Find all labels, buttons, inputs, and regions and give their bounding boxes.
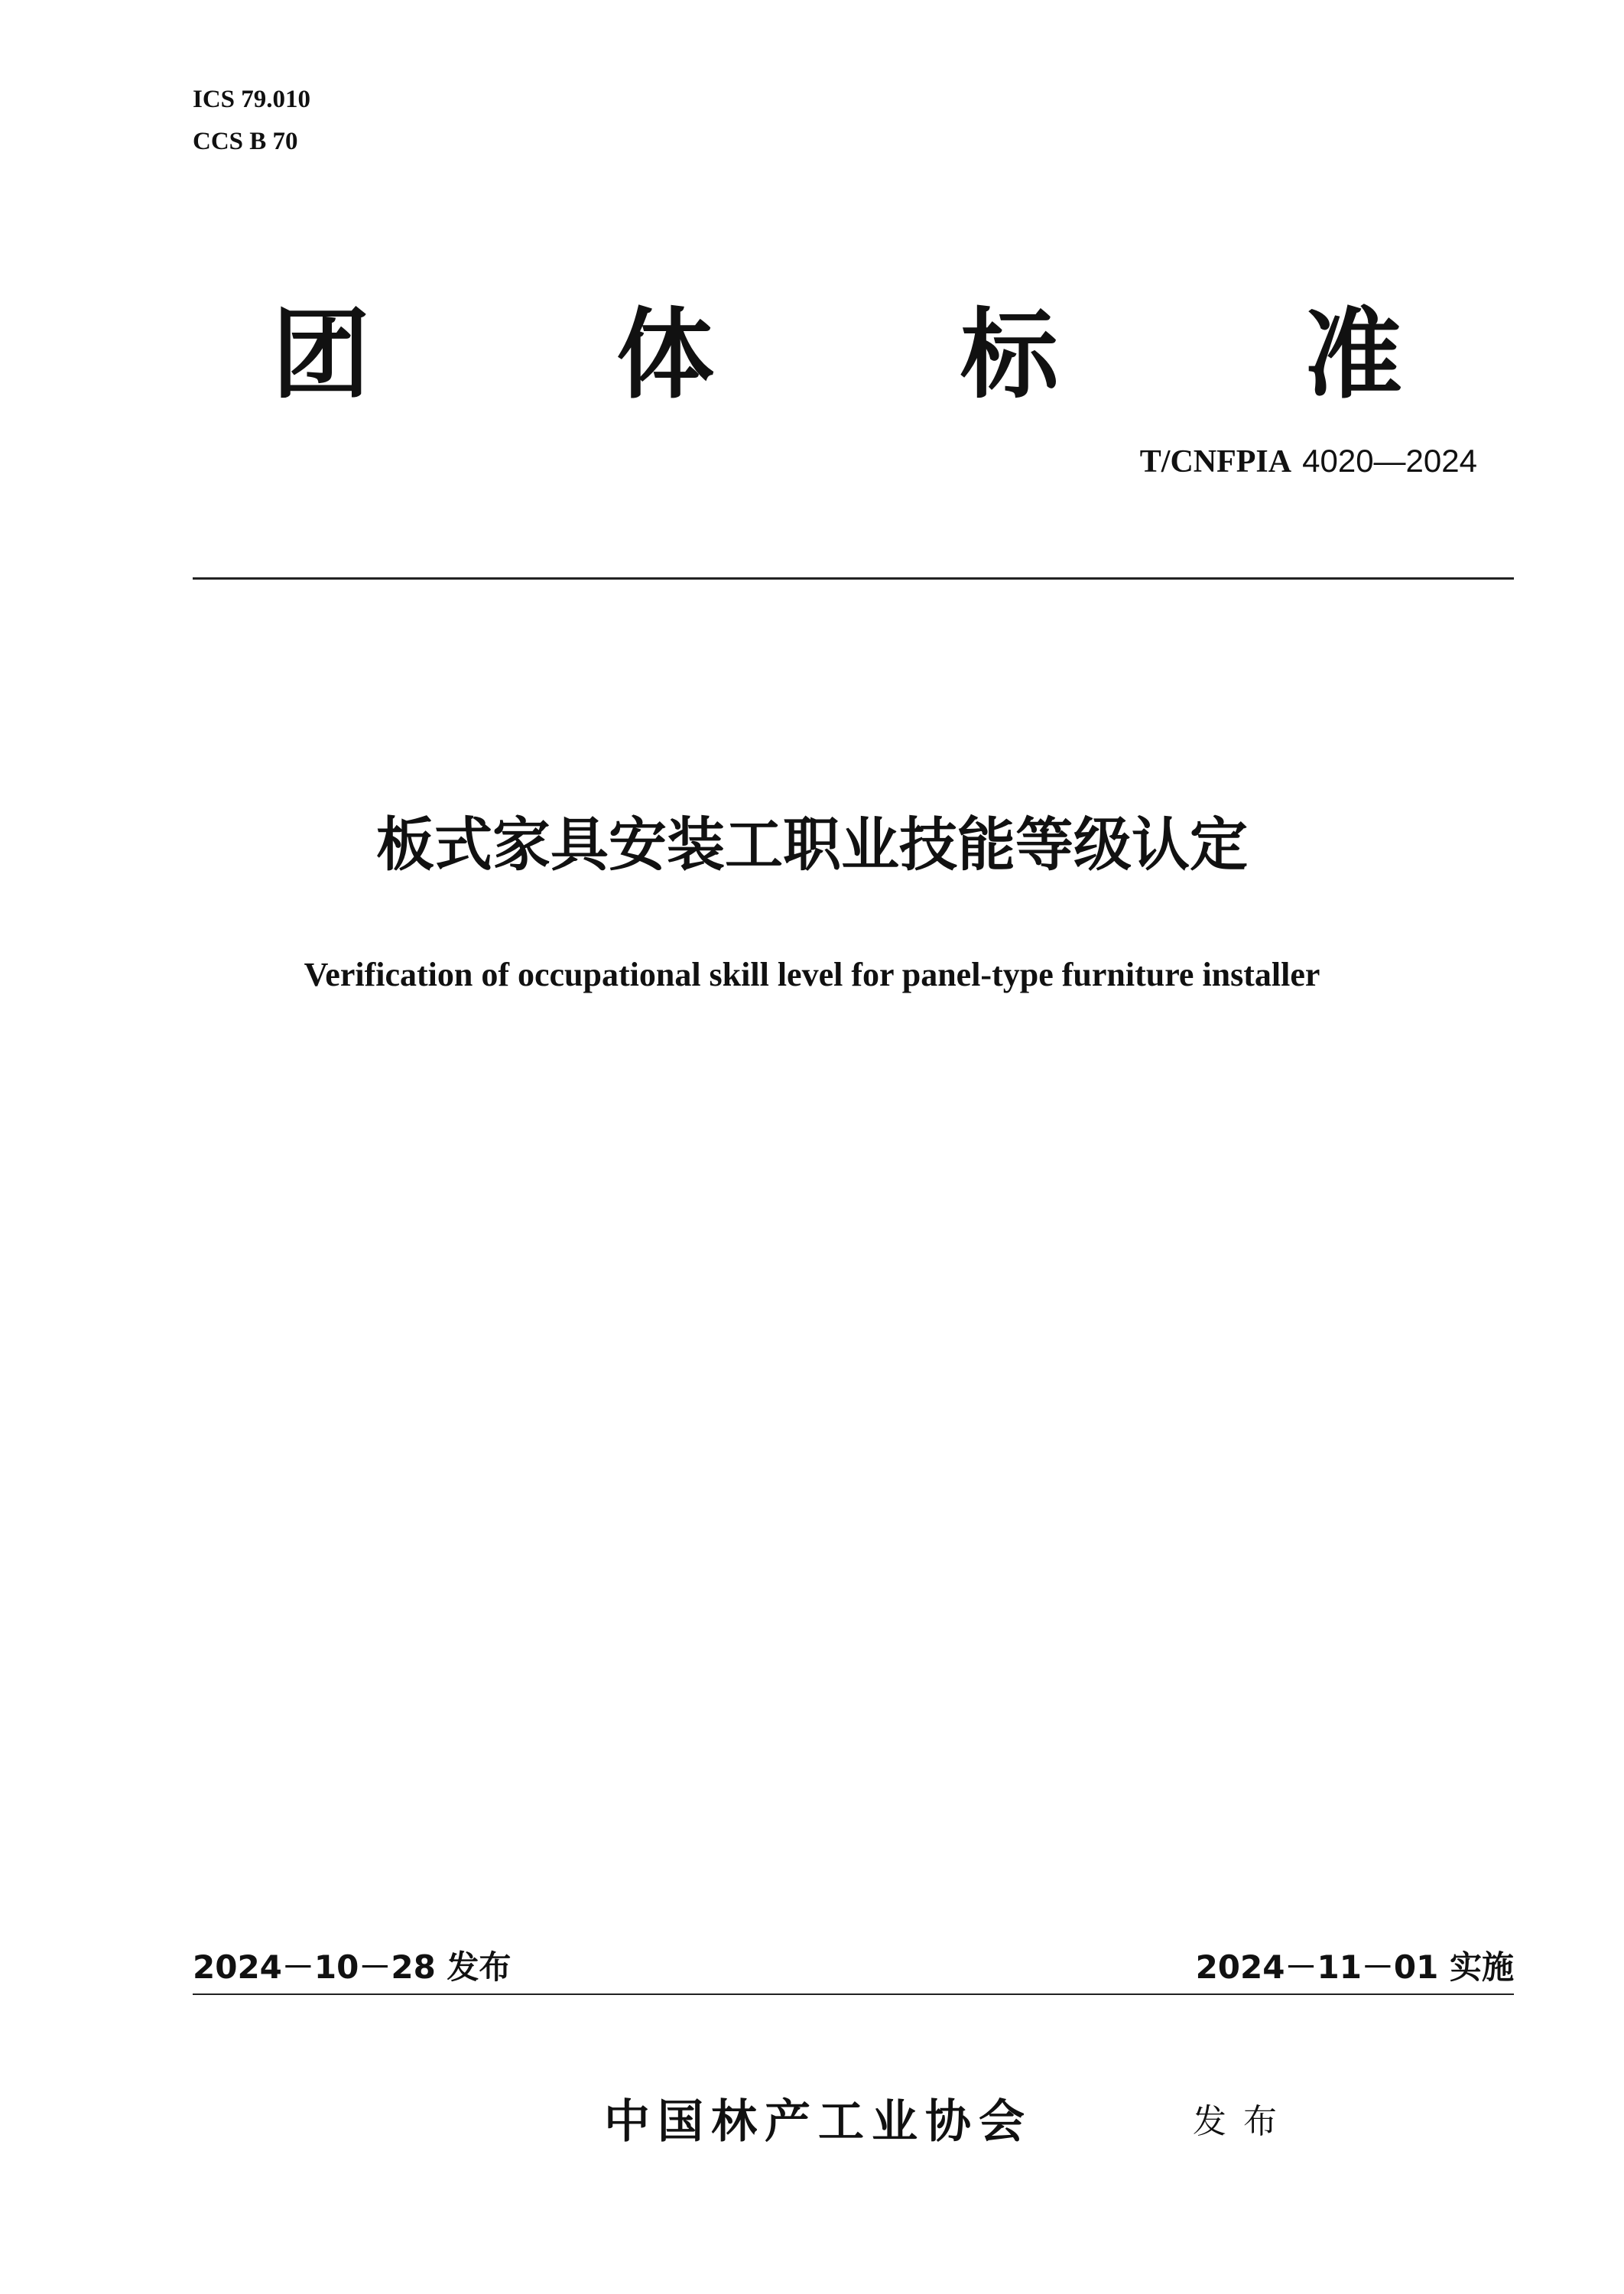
standard-number-prefix: T/CNFPIA — [1139, 444, 1292, 479]
standard-number — [1140, 440, 1477, 483]
standard-type-char-2: 体 — [615, 298, 714, 412]
ics-code: ICS 79.010 — [193, 86, 311, 113]
title-english: Verification of occupational skill level for panel-type furniture installer — [304, 956, 1320, 993]
publisher-action: 发布 — [1193, 2102, 1294, 2141]
standard-type-char-4: 准 — [1304, 298, 1402, 412]
publisher-name: 中国林产工业协会 — [604, 2095, 1032, 2149]
effective-date: 2024－11－01 实施 — [1195, 1948, 1514, 1986]
top-divider — [193, 577, 1514, 580]
ccs-code: CCS B 70 — [193, 128, 298, 155]
standard-type-char-3: 标 — [960, 298, 1058, 412]
standard-type-char-1: 团 — [271, 298, 370, 412]
title-chinese: 板式家具安装工职业技能等级认定 — [376, 811, 1248, 879]
publish-date: 2024－10－28 发布 — [193, 1948, 512, 1986]
bottom-divider — [193, 1993, 1514, 1995]
standard-number-value: 4020—2024 — [1302, 443, 1477, 479]
